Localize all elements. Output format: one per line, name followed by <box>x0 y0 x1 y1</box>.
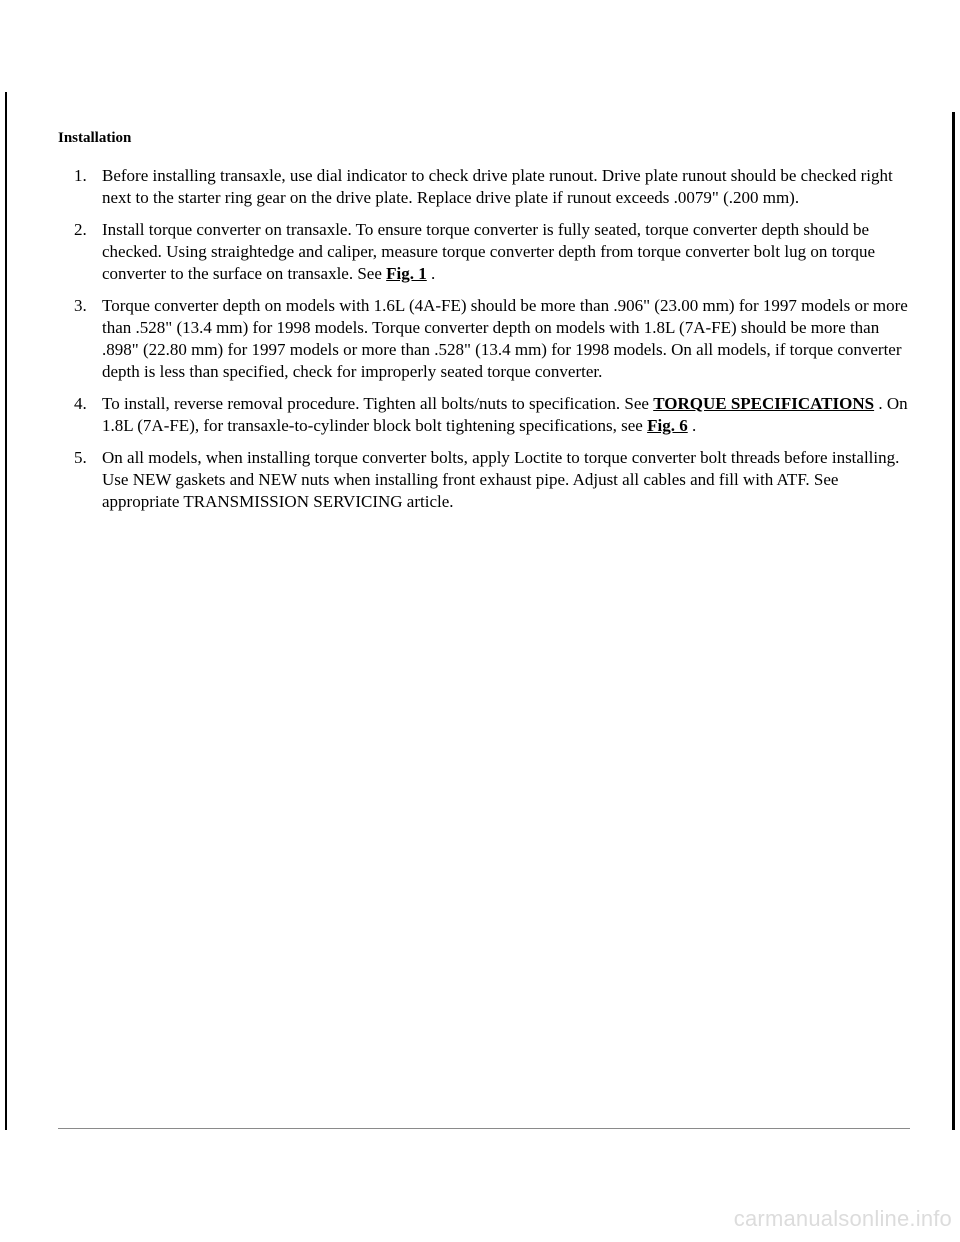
step-text-part: . <box>426 264 436 283</box>
page-border-right <box>952 112 955 1130</box>
list-item-step-3 <box>58 295 918 383</box>
step-text: Before installing transaxle, use dial indicator to check drive plate runout. Drive plate runout should be checked right next to the starter ring gear on the drive plate. Replace drive plate if runout exceeds .0079" (.200 mm). <box>102 166 893 207</box>
list-item-step-5 <box>58 447 918 513</box>
step-number: 2. <box>74 220 87 239</box>
watermark: carmanualsonline.info <box>733 1206 952 1231</box>
section-title: Installation <box>58 130 132 146</box>
step-number: 5. <box>74 448 87 467</box>
step-text-part: Install torque converter on transaxle. To ensure torque converter is fully seated, torque converter depth should be checked. Using straightedge and caliper, measure torque converter depth from torque converter bolt lug on torque converter to the surface on transaxle. See <box>102 220 876 283</box>
list-item-step-2 <box>58 219 918 285</box>
step-number: 4. <box>74 394 87 413</box>
fig-1-link[interactable]: Fig. 1 <box>386 264 427 283</box>
step-text <box>102 393 918 437</box>
list-item-step-1 <box>58 165 918 209</box>
footer-divider <box>58 1128 910 1129</box>
step-text: On all models, when installing torque converter bolts, apply Loctite to torque converter bolt threads before installing. Use NEW gaskets and NEW nuts when installing front exhaust pipe. Adjust all cables and fill with ATF. See appropriate TRANSMISSION SERVICING article. <box>102 448 900 511</box>
step-text: Torque converter depth on models with 1.6L (4A-FE) should be more than .906" (23.00 mm) for 1997 models or more than .528" (13.4 mm) for 1998 models. Torque converter depth on models with 1.8L (7A-FE) should be more than .898" (22.80 mm) for 1997 models or more than .528" (13.4 mm) for 1998 models. On all models, if torque converter depth is less than specified, check for improperly seated torque converter. <box>102 296 908 381</box>
installation-steps <box>58 165 918 513</box>
document-content <box>58 130 918 523</box>
step-text <box>102 219 918 285</box>
step-text-part: To install, reverse removal procedure. Tighten all bolts/nuts to specification. See <box>102 394 654 413</box>
list-item-step-4 <box>58 393 918 437</box>
torque-specifications-link[interactable]: TORQUE SPECIFICATIONS <box>653 394 875 413</box>
step-text-part: . <box>687 416 697 435</box>
page-border-left <box>5 92 7 1130</box>
step-number: 1. <box>74 166 87 185</box>
step-text-part: . On 1.8L (7A-FE), for transaxle-to-cylinder block bolt tightening specifications, see <box>102 394 908 435</box>
fig-6-link[interactable]: Fig. 6 <box>647 416 688 435</box>
step-number: 3. <box>74 296 87 315</box>
